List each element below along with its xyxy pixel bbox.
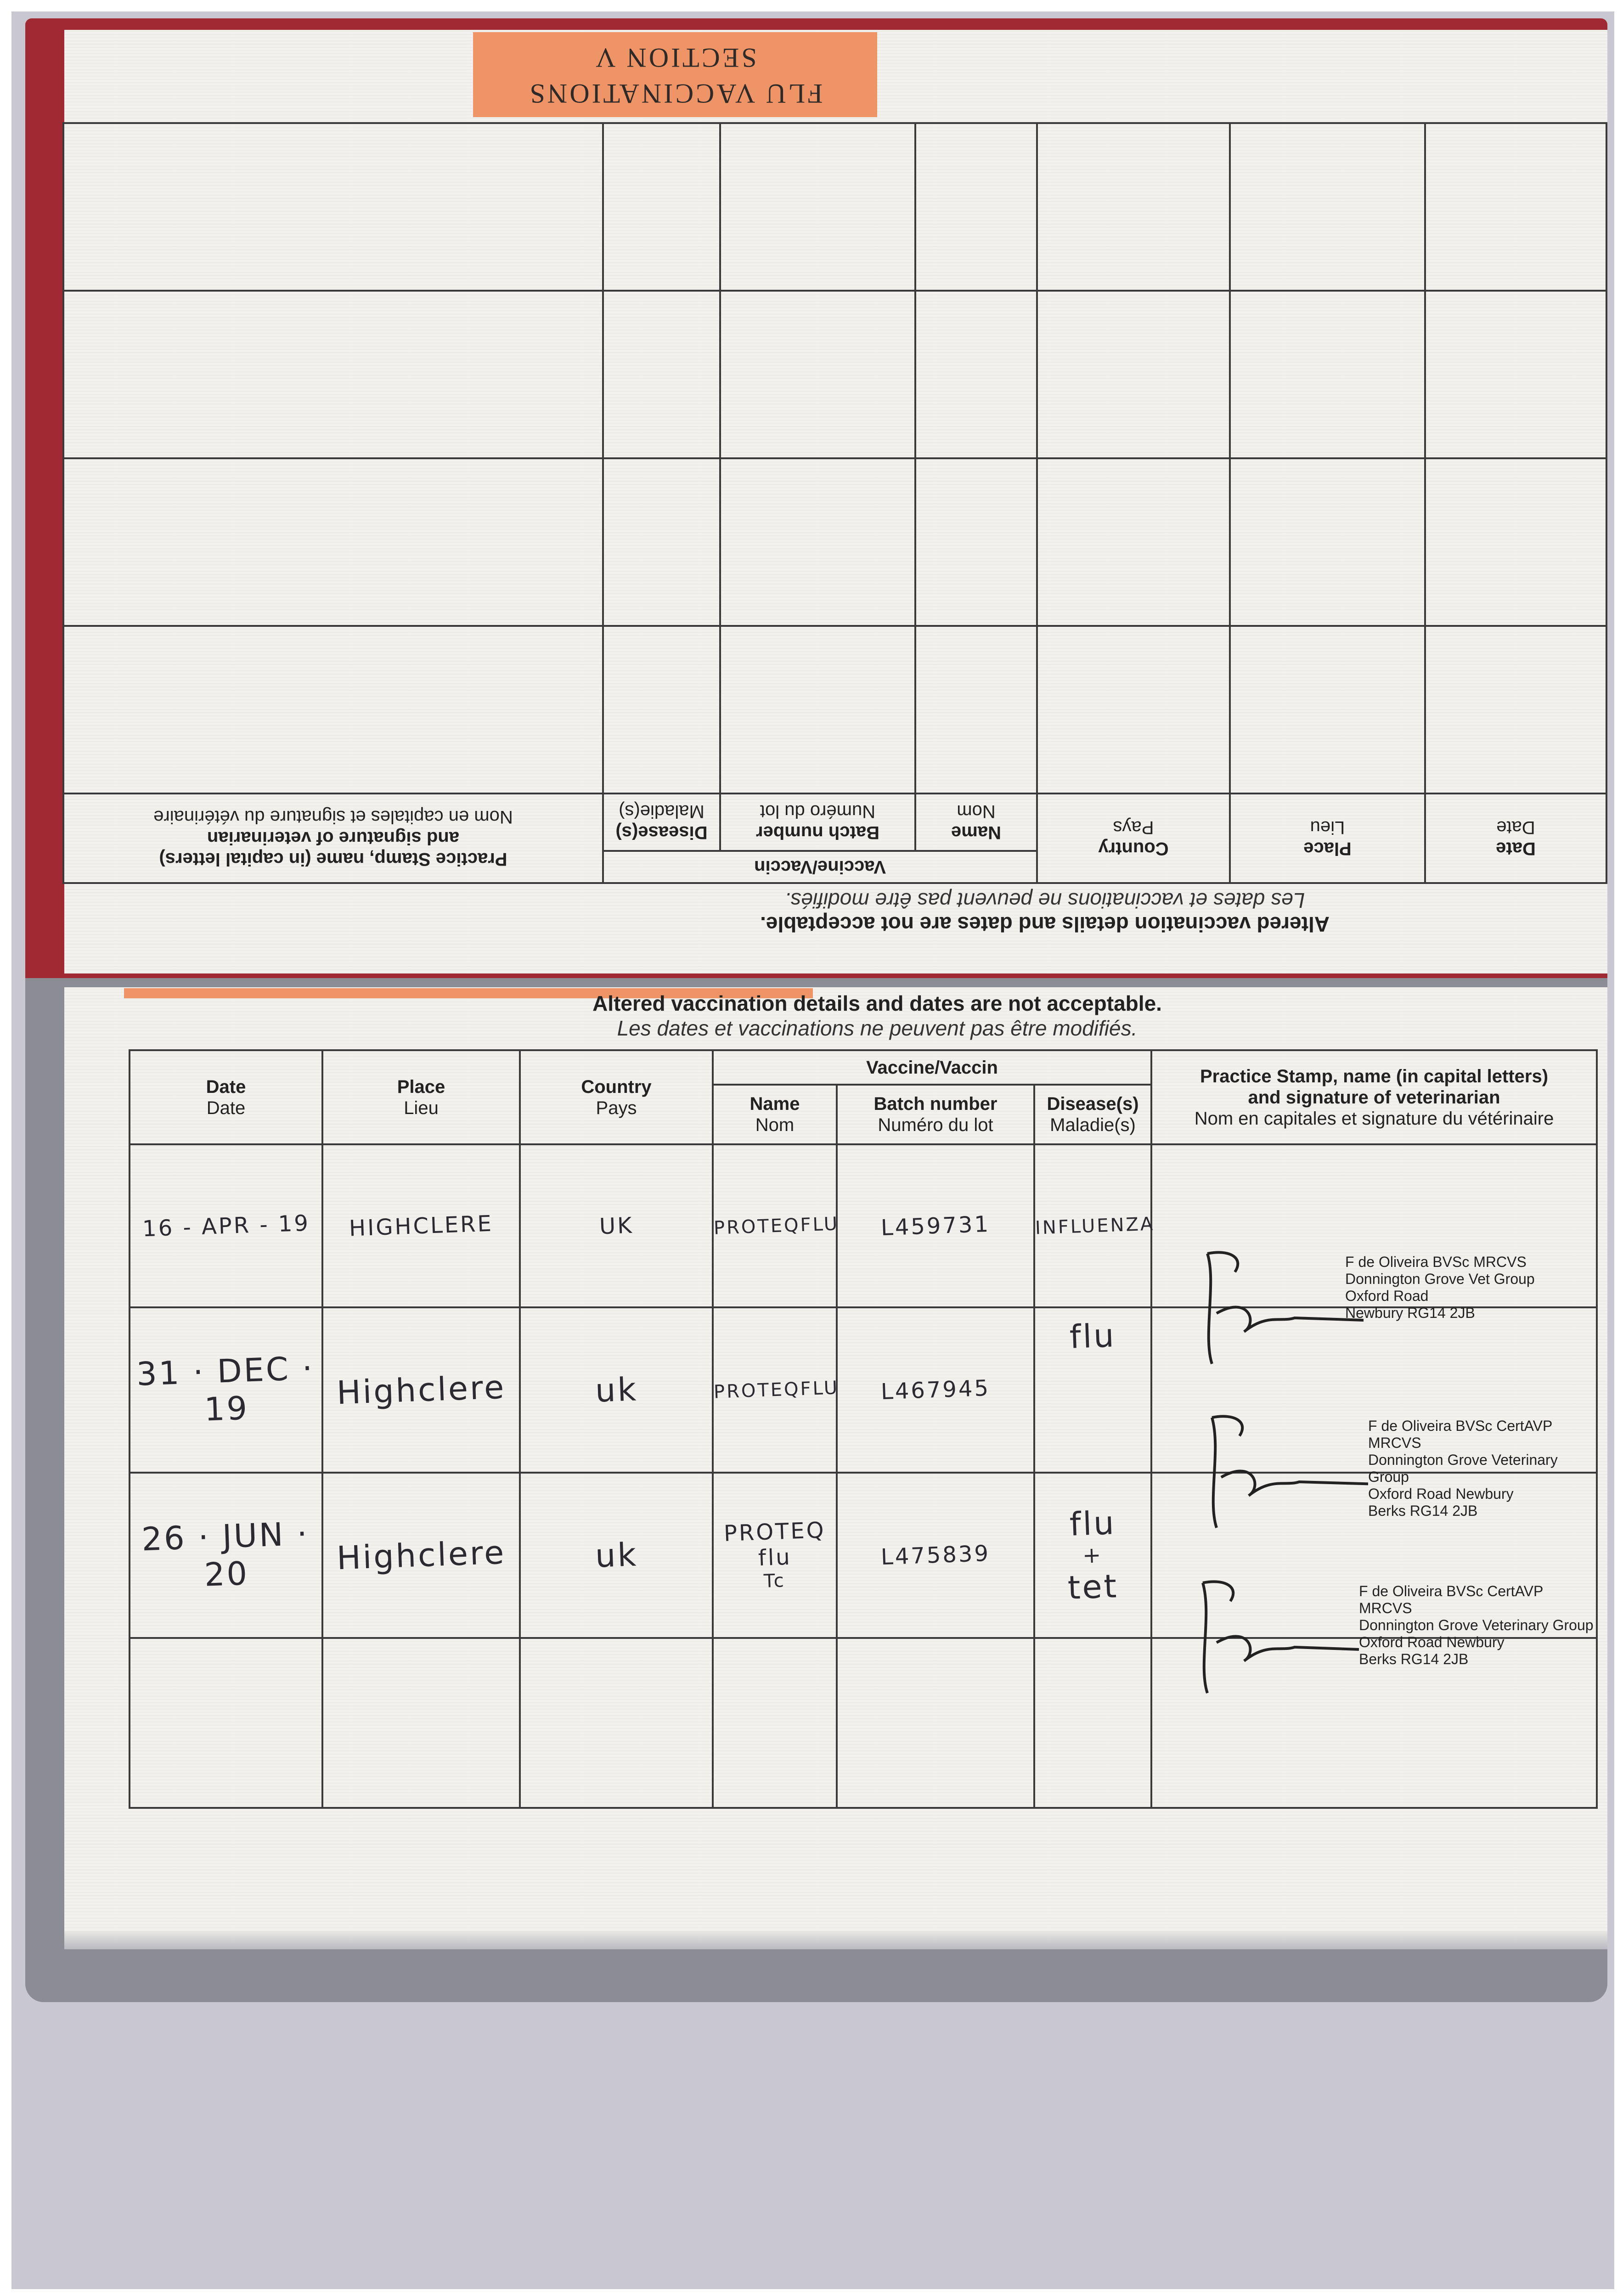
lower-header-disease: Disease(s) Maladie(s): [1034, 1085, 1151, 1144]
upper-page-rotated-content: [64, 30, 1607, 974]
table-row: [63, 291, 1606, 458]
upper-header-name: Name Nom: [915, 793, 1037, 851]
table-row: [63, 123, 1606, 291]
upper-header-vaccine-group: Vaccine/Vaccin: [603, 851, 1037, 883]
lower-header-place: Place Lieu: [322, 1050, 520, 1144]
lower-header-name: Name Nom: [713, 1085, 837, 1144]
upper-header-date: Date Date: [1425, 793, 1606, 883]
row1-batch: L459731: [837, 1144, 1034, 1307]
row1-place: HIGHCLERE: [322, 1144, 520, 1307]
row2-signature: [1175, 1408, 1368, 1537]
row3-country: uk: [520, 1473, 713, 1638]
row1-vaccine-name: PROTEQFLU: [713, 1144, 837, 1307]
table-row: [130, 1307, 1597, 1473]
lower-header-stamp: Practice Stamp, name (in capital letters) and signature of veterinarian Nom en capitales et signature du vétérinaire: [1151, 1050, 1597, 1144]
row1-stamp-text: F de Oliveira BVSc MRCVS Donnington Grove Vet Group Oxford Road Newbury RG14 2JB: [1345, 1253, 1535, 1321]
row1-signature: [1175, 1244, 1368, 1373]
row2-batch: L467945: [837, 1307, 1034, 1473]
row2-date: 31 · DEC · 19: [130, 1307, 322, 1473]
upper-warning-en: Altered vaccination details and dates are not acceptable.: [760, 912, 1330, 936]
lower-header-date: Date Date: [130, 1050, 322, 1144]
upper-header-batch: Batch number Numéro du lot: [720, 793, 915, 851]
table-row: [63, 626, 1606, 793]
row3-vaccine-name: PROTEQ flu Tc: [713, 1473, 837, 1638]
upper-header-stamp: Practice Stamp, name (in capital letters) and signature of veterinarian Nom en capitales et signature du vétérinaire: [63, 793, 603, 883]
row3-stamp-text: F de Oliveira BVSc CertAVP MRCVS Donnington Grove Veterinary Group Oxford Road Newbury Berks RG14 2JB: [1359, 1583, 1594, 1667]
row1-stamp: [1151, 1144, 1597, 1321]
row3-batch: L475839: [837, 1473, 1034, 1638]
row2-stamp-text: F de Oliveira BVSc CertAVP MRCVS Donnington Grove Veterinary Group Oxford Road Newbury Berks RG14 2JB: [1368, 1418, 1558, 1519]
upper-header-disease: Disease(s) Maladie(s): [603, 793, 720, 851]
lower-vaccination-table: [129, 1049, 1598, 1809]
table-row: [130, 1144, 1597, 1307]
row3-signature: [1175, 1574, 1368, 1702]
row2-place: Highclere: [322, 1307, 520, 1473]
lower-header-vaccine-group: Vaccine/Vaccin: [713, 1050, 1151, 1085]
page-edge-shadow: [64, 1931, 1607, 1949]
lower-page: [64, 987, 1607, 1938]
lower-header-batch: Batch number Numéro du lot: [837, 1085, 1034, 1144]
lower-warning-en: Altered vaccination details and dates are not acceptable.: [592, 991, 1162, 1015]
table-row: [63, 458, 1606, 626]
row2-country: uk: [520, 1307, 713, 1473]
row1-disease: INFLUENZA: [1034, 1144, 1151, 1307]
row1-date: 16 - APR - 19: [130, 1144, 322, 1307]
upper-warning-fr: Les dates et vaccinations ne peuvent pas être modifiés.: [784, 889, 1305, 912]
upper-page: [64, 30, 1607, 974]
row2-vaccine-name: PROTEQFLU: [713, 1307, 837, 1473]
upper-vaccination-table: [62, 122, 1607, 884]
row3-date: 26 · JUN · 20: [130, 1473, 322, 1638]
upper-header-place: Place Lieu: [1230, 793, 1425, 883]
row3-place: Highclere: [322, 1473, 520, 1638]
lower-header-country: Country Pays: [520, 1050, 713, 1144]
lower-warning-fr: Les dates et vaccinations ne peuvent pas être modifiés.: [617, 1016, 1138, 1040]
row2-disease: flu: [1034, 1307, 1151, 1473]
section-tab-flu-vaccinations: FLU VACCINATIONS SECTION V: [473, 32, 877, 117]
row3-disease: flu + tet: [1034, 1473, 1151, 1638]
row1-country: UK: [520, 1144, 713, 1307]
upper-header-country: Country Pays: [1037, 793, 1230, 883]
